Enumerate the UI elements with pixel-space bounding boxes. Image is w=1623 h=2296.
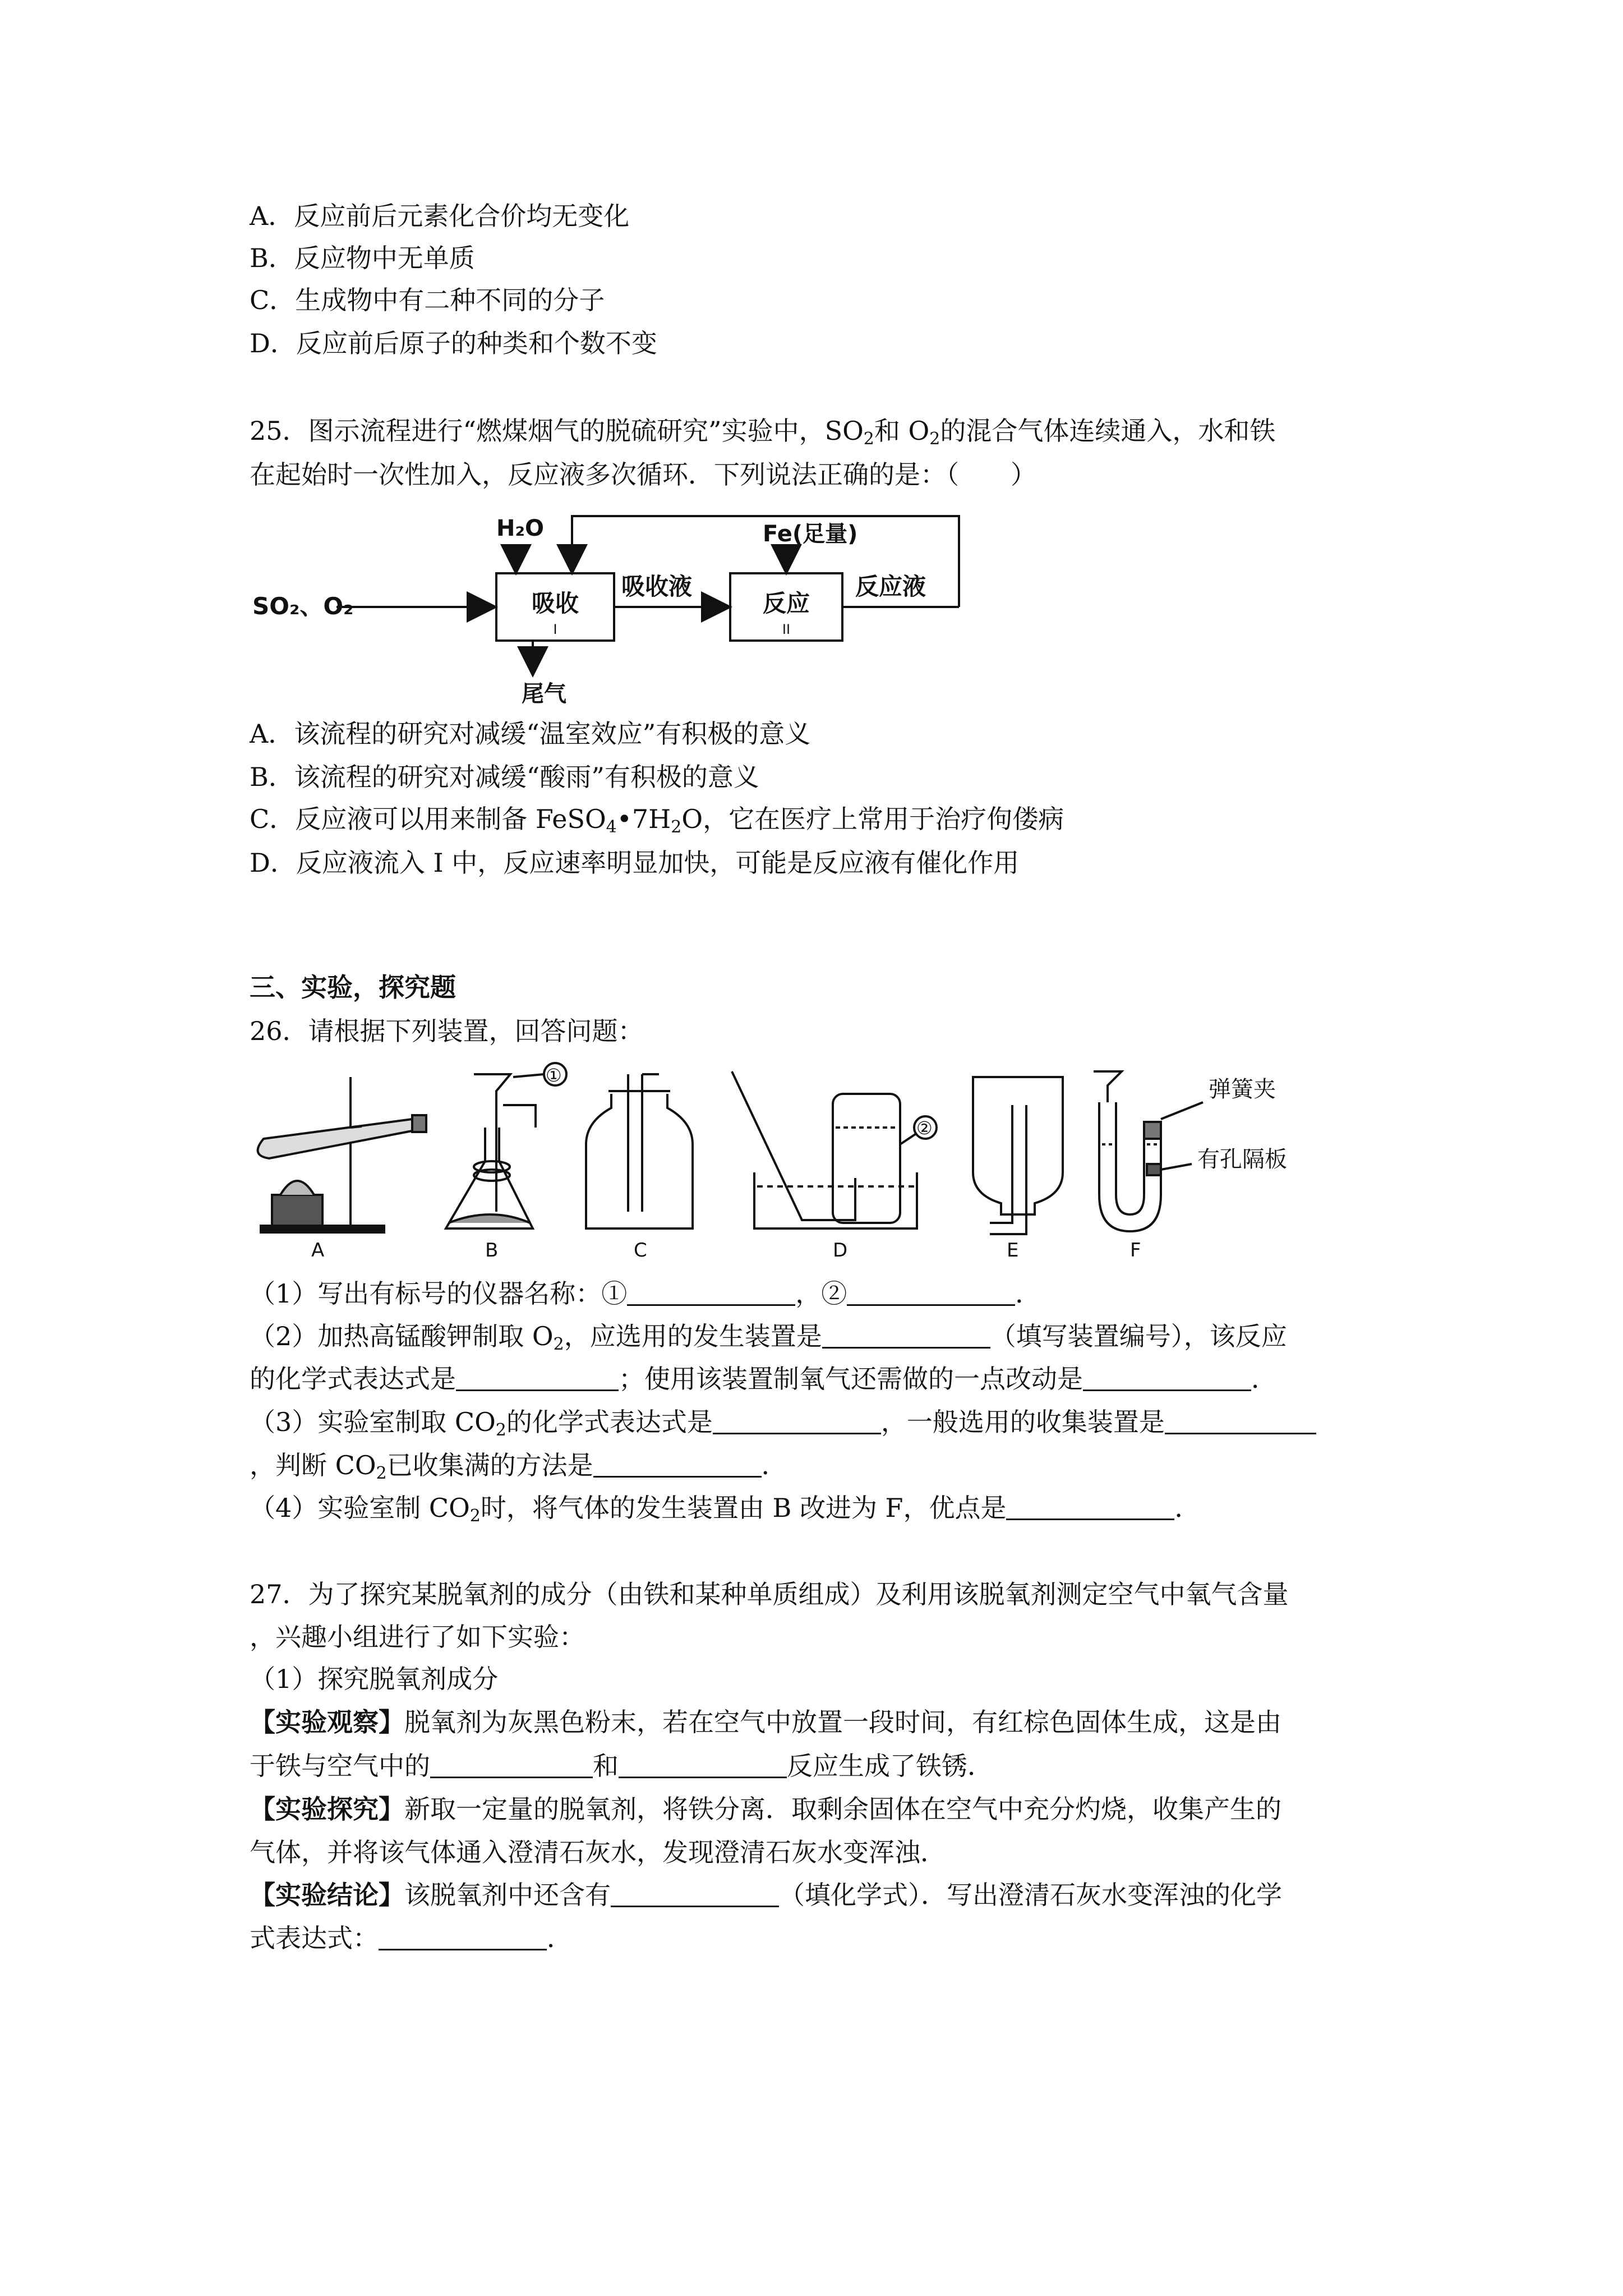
q26-part4: （4）实验室制 $CO_2$时，将气体的发生装置由 B 改进为 F，优点是 ． (250, 1493, 1201, 1526)
iron-label: Fe(足量) (763, 521, 858, 547)
q27-observation-line2: 于铁与空气中的 和 反应生成了铁锈． (250, 1751, 993, 1781)
label-d: D (833, 1239, 848, 1262)
spring-clip-label: 弹簧夹 (1209, 1076, 1276, 1102)
q27-explore-line2: 气体，并将该气体通入澄清石灰水，发现澄清石灰水变浑浊． (250, 1837, 946, 1867)
q27-stem-line1: 27．为了探究某脱氧剂的成分（由铁和某种单质组成）及利用该脱氧剂测定空气中氧气含量 (250, 1579, 1289, 1609)
q25-option-c: C．反应液可以用来制备 $FeSO_4•7H_2O$，它在医疗上常用于治疗佝偻病 (250, 804, 1064, 837)
apparatus-f (1094, 1071, 1203, 1231)
q24-option-b: B．反应物中无单质 (250, 243, 475, 273)
blank-air-component-1[interactable] (430, 1751, 593, 1778)
apparatus-a (258, 1077, 426, 1232)
section-title: 三、实验，探究题 (250, 972, 456, 1002)
blank-modification[interactable] (1083, 1364, 1251, 1391)
desulfurization-flow-diagram (241, 505, 981, 712)
blank-advantage[interactable] (1006, 1493, 1174, 1520)
q26-part1: （1）写出有标号的仪器名称：① ，② ． (250, 1278, 1041, 1309)
q26-stem: 26．请根据下列装置，回答问题： (250, 1016, 644, 1046)
label-a: A (311, 1239, 325, 1262)
absorption-numeral: I (553, 622, 557, 637)
label-b: B (485, 1239, 499, 1262)
q24-option-c: C．生成物中有二种不同的分子 (250, 285, 605, 315)
blank-collector[interactable] (1165, 1407, 1316, 1434)
blank-air-component-2[interactable] (619, 1751, 787, 1778)
blank-generator[interactable] (822, 1321, 990, 1349)
q26-part3-line1: （3）实验室制取 $CO_2$的化学式表达式是 ，一般选用的收集装置是 (250, 1405, 1316, 1439)
q24-option-a: A．反应前后元素化合价均无变化 (250, 201, 630, 231)
blank-equation-kmno4[interactable] (456, 1364, 619, 1391)
blank-equation-co2[interactable] (713, 1407, 881, 1434)
q27-conclusion-line2: 式表达式： ． (250, 1923, 573, 1953)
mark-circle-2: ② (916, 1117, 933, 1139)
absorbed-liquid-label: 吸收液 (621, 573, 693, 600)
q26-part3-line2: ，判断 $CO_2$已收集满的方法是 ． (250, 1450, 787, 1483)
label-c: C (634, 1239, 647, 1262)
mark-circle-1: ① (546, 1065, 562, 1086)
absorption-label: 吸收 (531, 590, 579, 617)
water-label: H₂O (496, 516, 544, 541)
label-e: E (1007, 1239, 1019, 1262)
q27-observation-line1: 【实验观察】脱氧剂为灰黑色粉末，若在空气中放置一段时间，有红棕色固体生成，这是由 (250, 1707, 1281, 1737)
q26-part2-line1: （2）加热高锰酸钾制取 $O_2$，应选用的发生装置是 （填写装置编号），该反应 (250, 1321, 1287, 1354)
q27-conclusion-line1: 【实验结论】该脱氧剂中还含有 （填化学式）．写出澄清石灰水变浑浊的化学 (250, 1880, 1282, 1910)
blank-formula[interactable] (611, 1880, 779, 1907)
q25-option-a: A．该流程的研究对减缓“温室效应”有积极的意义 (250, 719, 811, 749)
apparatus-d (732, 1071, 937, 1228)
q24-option-d: D．反应前后原子的种类和个数不变 (250, 328, 657, 358)
reaction-liquid-label: 反应液 (855, 573, 926, 600)
apparatus-b (446, 1063, 566, 1228)
lab-apparatus-figure (250, 1060, 1326, 1262)
label-f: F (1130, 1239, 1141, 1262)
apparatus-c (586, 1074, 693, 1228)
q25-option-d: D．反应液流入 I 中，反应速率明显加快，可能是反应液有催化作用 (250, 848, 1020, 878)
reaction-numeral: II (782, 622, 791, 637)
blank-instrument-1[interactable] (627, 1278, 795, 1306)
porous-plate-label: 有孔隔板 (1197, 1147, 1287, 1172)
q27-sub1: （1）探究脱氧剂成分 (250, 1664, 499, 1694)
flow-input-label: SO₂、O₂ (252, 592, 354, 620)
q25-stem-line2: 在起始时一次性加入，反应液多次循环．下列说法正确的是：（ ） (250, 459, 1036, 490)
q27-stem-line2: ，兴趣小组进行了如下实验： (250, 1622, 585, 1652)
apparatus-e (973, 1077, 1063, 1234)
reaction-label: 反应 (762, 590, 810, 617)
blank-instrument-2[interactable] (847, 1278, 1015, 1306)
q25-stem-line1: 25．图示流程进行“燃煤烟气的脱硫研究”实验中，$SO_2$和 $O_2$的混合气体连续通入，水和铁 (250, 416, 1276, 449)
blank-limewater-equation[interactable] (379, 1923, 547, 1950)
q27-explore-line1: 【实验探究】新取一定量的脱氧剂，将铁分离．取剩余固体在空气中充分灼烧，收集产生的 (250, 1794, 1281, 1824)
blank-full-check[interactable] (593, 1450, 762, 1478)
q26-part2-line2: 的化学式表达式是 ；使用该装置制氧气还需做的一点改动是 ． (250, 1364, 1277, 1394)
tail-gas-label: 尾气 (522, 681, 566, 707)
q25-option-b: B．该流程的研究对减缓“酸雨”有积极的意义 (250, 762, 759, 792)
